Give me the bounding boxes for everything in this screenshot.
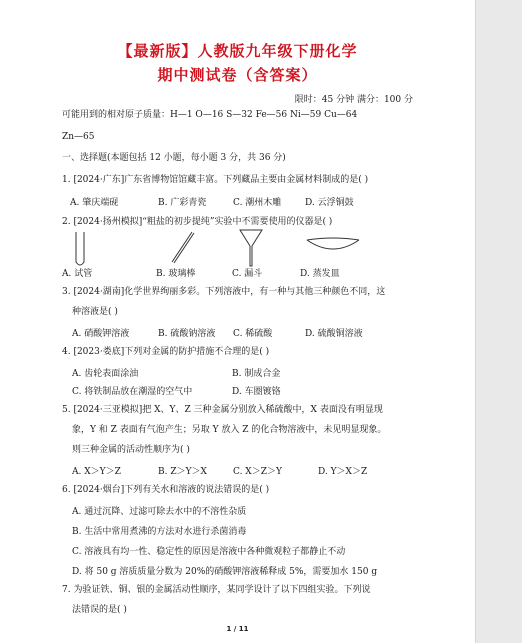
exam-meta: 限时：45 分钟 满分：100 分 bbox=[294, 95, 413, 105]
section-heading: 一、选择题(本题包括 12 小题，每小题 3 分，共 36 分) bbox=[62, 153, 286, 163]
question-3-stem-line2: 种溶液是( ) bbox=[72, 307, 118, 317]
question-5-stem-line2: 象，Y 和 Z 表面有气泡产生；另取 Y 放入 Z 的化合物溶液中，未见明显现象。 bbox=[72, 425, 387, 435]
viewer-sidebar bbox=[475, 0, 522, 643]
question-2-option-c: C. 漏斗 bbox=[232, 269, 263, 279]
question-5-option-c: C. X＞Z＞Y bbox=[233, 467, 282, 477]
question-2-stem: 2. [2024·扬州模拟]“粗盐的初步提纯”实验中不需要使用的仪器是( ) bbox=[62, 217, 333, 227]
atomic-masses-line1: 可能用到的相对原子质量：H—1 O—16 S—32 Fe—56 Ni—59 Cu—64 bbox=[62, 110, 358, 120]
question-4-option-d: D. 车圈镀铬 bbox=[232, 387, 281, 397]
page-subtitle: 期中测试卷（含答案） bbox=[157, 66, 318, 84]
question-6-option-d: D. 将 50 g 溶质质量分数为 20%的硝酸钾溶液稀释成 5%，需要加水 150 g bbox=[72, 567, 378, 577]
question-3-option-c: C. 稀硫酸 bbox=[233, 329, 273, 339]
question-3-option-d: D. 硫酸铜溶液 bbox=[305, 329, 363, 339]
evaporating-dish-image bbox=[305, 234, 361, 256]
question-1-option-c: C. 潮州木雕 bbox=[233, 198, 282, 208]
question-7-stem-line1: 7. 为验证铁、铜、银的金属活动性顺序，某同学设计了以下四组实验。下列说 bbox=[62, 585, 371, 595]
question-6-option-c: C. 溶液具有均一性、稳定性的原因是溶液中各种微观粒子都静止不动 bbox=[72, 547, 346, 557]
question-5-option-b: B. Z＞Y＞X bbox=[158, 467, 207, 477]
question-4-option-a: A. 齿轮表面涂油 bbox=[72, 369, 139, 379]
question-3-option-b: B. 硫酸钠溶液 bbox=[158, 329, 216, 339]
question-4-option-c: C. 将铁制品放在潮湿的空气中 bbox=[72, 387, 193, 397]
question-6-option-b: B. 生活中常用煮沸的方法对水进行杀菌消毒 bbox=[72, 527, 247, 537]
question-4-stem: 4. [2023·娄底]下列对金属的防护措施不合理的是( ) bbox=[62, 347, 270, 357]
question-2-option-b: B. 玻璃棒 bbox=[156, 269, 196, 279]
question-6-stem: 6. [2024·烟台]下列有关水和溶液的说法错误的是( ) bbox=[62, 485, 270, 495]
question-1-stem: 1. [2024·广东]广东省博物馆馆藏丰富。下列藏品主要由金属材料制成的是( ) bbox=[62, 175, 369, 185]
question-4-option-b: B. 制成合金 bbox=[232, 369, 281, 379]
question-5-stem-line3: 则三种金属的活动性顺序为( ) bbox=[72, 445, 190, 455]
glass-rod-image bbox=[168, 230, 198, 266]
test-tube-image bbox=[72, 230, 88, 270]
question-1-option-b: B. 广彩青瓷 bbox=[158, 198, 207, 208]
question-3-option-a: A. 硝酸钾溶液 bbox=[72, 329, 130, 339]
question-2-option-d: D. 蒸发皿 bbox=[300, 269, 340, 279]
question-1-option-d: D. 云浮铜鼓 bbox=[305, 198, 354, 208]
page-title: 【最新版】人教版九年级下册化学 bbox=[117, 42, 358, 60]
question-6-option-a: A. 通过沉降、过滤可除去水中的不溶性杂质 bbox=[72, 507, 247, 517]
question-3-stem-line1: 3. [2024·湖南]化学世界绚丽多彩。下列溶液中，有一种与其他三种颜色不同，这 bbox=[62, 287, 386, 297]
question-2-option-a: A. 试管 bbox=[62, 269, 93, 279]
question-7-stem-line2: 法错误的是( ) bbox=[72, 605, 127, 615]
question-5-option-a: A. X＞Y＞Z bbox=[72, 467, 121, 477]
page-number: 1 / 11 bbox=[226, 625, 249, 633]
question-5-option-d: D. Y＞X＞Z bbox=[318, 467, 368, 477]
funnel-image bbox=[238, 228, 264, 268]
question-5-stem-line1: 5. [2024·三亚模拟]把 X、Y、Z 三种金属分别放入稀硫酸中，X 表面没有明显现 bbox=[62, 405, 383, 415]
question-1-option-a: A. 肇庆端砚 bbox=[70, 198, 119, 208]
atomic-masses-line2: Zn—65 bbox=[62, 132, 95, 142]
